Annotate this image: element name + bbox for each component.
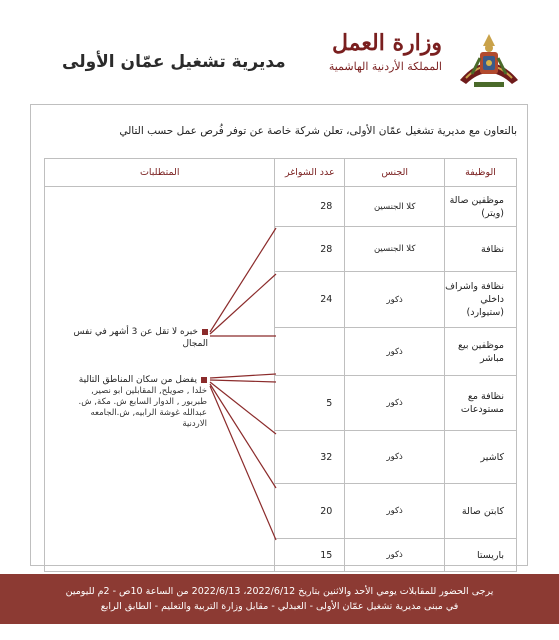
- header-requirements: المتطلبات: [45, 159, 275, 187]
- count-cell: 5: [275, 376, 345, 431]
- jobs-table: [44, 158, 517, 572]
- coat-of-arms-icon: [450, 28, 528, 90]
- gender-cell: ذكور: [345, 376, 445, 431]
- job-cell: كابتن صالة: [445, 484, 517, 539]
- job-cell: موظفين صالة (ويتر): [445, 187, 517, 227]
- job-cell: نظافة: [445, 227, 517, 272]
- gender-cell: ذكور: [345, 431, 445, 484]
- footer-line-2: في مبنى مديرية تشغيل عمّان الأولى - العبدلي - مقابل وزارة التربية والتعليم - الطابق الرابع: [100, 601, 459, 612]
- page-title: مديرية تشغيل عمّان الأولى: [62, 52, 286, 72]
- gender-cell: ذكور: [345, 328, 445, 376]
- requirement-experience: [60, 326, 208, 350]
- gender-cell: ذكور: [345, 272, 445, 328]
- job-cell: موظفين بيع مباشر: [445, 328, 517, 376]
- gender-cell: ذكور: [345, 539, 445, 572]
- bullet-icon: [202, 329, 208, 335]
- count-cell: 20: [275, 484, 345, 539]
- header-count: عدد الشواغر: [275, 159, 345, 187]
- requirement-text: يفضل من سكان المناطق التالية: [78, 375, 197, 385]
- count-cell: 15: [275, 539, 345, 572]
- ministry-calligraphy: [322, 30, 442, 80]
- job-cell: باريستا: [445, 539, 517, 572]
- count-cell: [275, 328, 345, 376]
- count-cell: 28: [275, 187, 345, 227]
- footer-banner: [0, 574, 559, 624]
- requirement-residence: [72, 374, 207, 430]
- locations-text: خلدا , صويلح, المقابلين ابو نصير, طبربور , الدوار السابع ش. مكة, ش. عبدالله غوشة الرابيه, ش.الجامعه الاردنية: [78, 386, 207, 429]
- table-header-row: [45, 159, 517, 187]
- gender-cell: ذكور: [345, 484, 445, 539]
- ministry-name: وزارة العمل: [332, 30, 442, 56]
- header: [0, 0, 559, 100]
- intro-text: بالتعاون مع مديرية تشغيل عمّان الأولى، تعلن شركة خاصة عن توفر فُرص عمل حسب التالي: [119, 125, 517, 137]
- table-row: [45, 187, 517, 227]
- ministry-logo: [322, 28, 552, 90]
- job-cell: نظافة مع مستودعات: [445, 376, 517, 431]
- gender-cell: كلا الجنسين: [345, 227, 445, 272]
- header-gender: الجنس: [345, 159, 445, 187]
- job-cell: كاشير: [445, 431, 517, 484]
- ministry-subtitle: المملكة الأردنية الهاشمية: [328, 60, 442, 73]
- requirement-text: خبره لا تقل عن 3 أشهر في نفس المجال: [73, 327, 208, 349]
- gender-cell: كلا الجنسين: [345, 187, 445, 227]
- count-cell: 28: [275, 227, 345, 272]
- bullet-icon: [201, 377, 207, 383]
- header-job: الوظيفة: [445, 159, 517, 187]
- count-cell: 32: [275, 431, 345, 484]
- footer-line-1: يرجى الحضور للمقابلات يومي الأحد والاثنين بتاريخ 2022/6/12، 2022/6/13 من الساعة 10ص - 2م لليومين: [65, 586, 494, 597]
- job-cell: نظافة واشراف داخلي (ستيوارد): [445, 272, 517, 328]
- count-cell: 24: [275, 272, 345, 328]
